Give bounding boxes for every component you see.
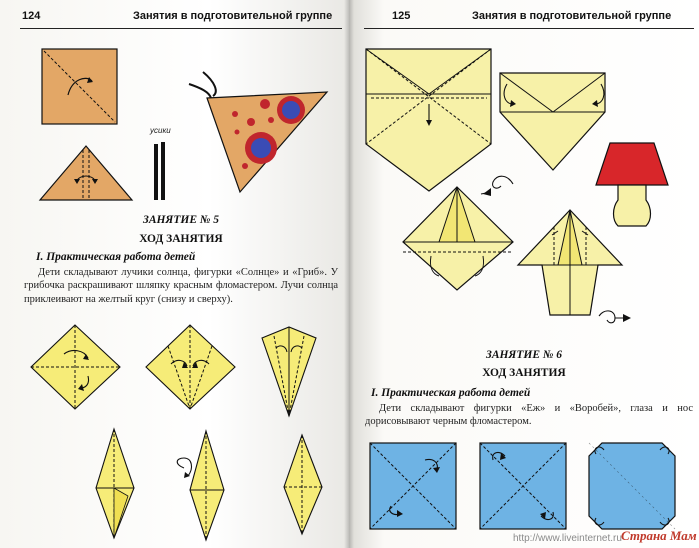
sun-ray-step-2 xyxy=(143,322,238,412)
antennae-label: усики xyxy=(150,126,171,135)
orange-square-diagram xyxy=(40,47,120,127)
lesson-title: ЗАНЯТИЕ № 5 xyxy=(142,214,220,226)
page-number: 125 xyxy=(392,10,411,22)
right-page xyxy=(349,0,699,548)
lesson-subtitle: ХОД ЗАНЯТИЯ xyxy=(482,367,566,379)
left-page xyxy=(0,0,349,548)
blue-square-step-1 xyxy=(367,440,459,532)
mushroom-step-4 xyxy=(514,207,626,319)
running-head: Занятия в подготовительной группе xyxy=(472,10,672,22)
sun-ray-final xyxy=(278,432,328,537)
sun-ray-step-3 xyxy=(258,324,320,419)
sun-ray-step-4 xyxy=(90,426,140,541)
sun-ray-step-5 xyxy=(170,428,240,543)
watermark-logo: Страна Мам xyxy=(621,528,697,543)
practice-heading: I. Практическая работа детей xyxy=(36,251,196,263)
blue-square-step-3 xyxy=(586,440,678,532)
lesson-subtitle: ХОД ЗАНЯТИЯ xyxy=(139,233,223,245)
body-text xyxy=(365,402,693,429)
paragraph: Дети складывают фигурки «Еж» и «Воробей», глаза и нос дорисовывают черным фломастером. xyxy=(365,403,693,428)
orange-triangle-diagram xyxy=(36,142,136,204)
body-text xyxy=(24,266,338,306)
butterfly-diagram xyxy=(185,62,335,197)
rotate-arrow-icon xyxy=(595,306,635,328)
running-head: Занятия в подготовительной группе xyxy=(133,10,333,22)
book-gutter xyxy=(344,0,354,548)
paragraph: Дети складывают лучики солнца, фигурки «Солнце» и «Гриб». У грибочка раскрашивают шляпку красным фломастером. Лучи солнца приклеивают на желтый круг (снизу и сверху). xyxy=(24,267,338,305)
mushroom-step-3 xyxy=(399,184,517,294)
header-rule xyxy=(20,28,342,29)
lesson-title: ЗАНЯТИЕ № 6 xyxy=(485,349,563,361)
practice-heading: I. Практическая работа детей xyxy=(371,387,531,399)
mushroom-step-1 xyxy=(363,46,495,194)
watermark-url: http://www.liveinternet.ru xyxy=(513,533,622,544)
sun-ray-step-1 xyxy=(28,322,123,412)
rotate-arrow-icon xyxy=(477,172,517,200)
page-number: 124 xyxy=(22,10,41,22)
blue-square-step-2 xyxy=(477,440,569,532)
header-rule xyxy=(364,28,694,29)
antennae-strips xyxy=(152,140,168,204)
